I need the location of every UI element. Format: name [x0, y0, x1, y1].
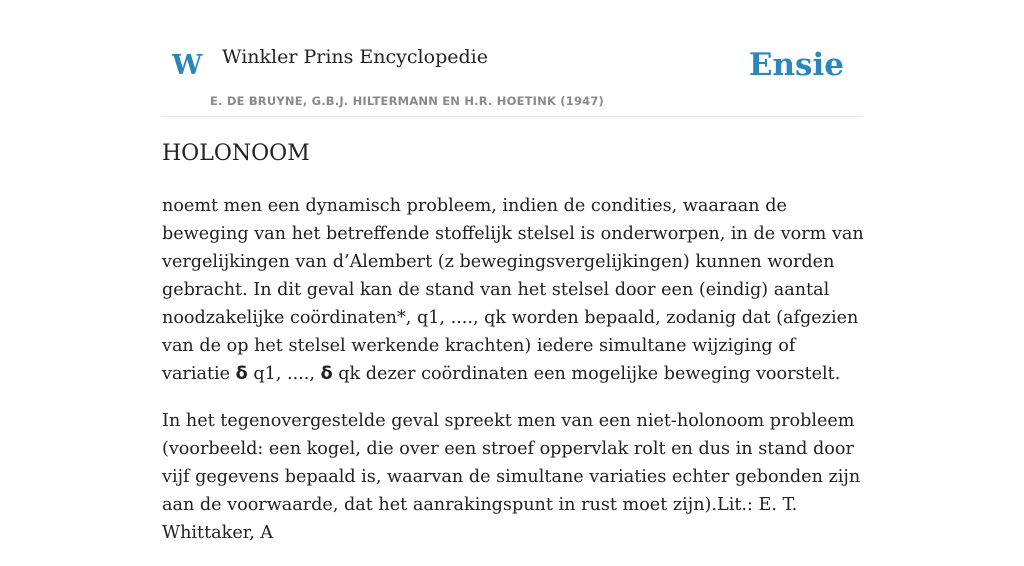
delta-symbol: δ: [320, 364, 333, 384]
article-paragraph: [162, 192, 864, 388]
brand-logo[interactable]: Ensie: [748, 47, 844, 83]
paragraph-text: q1, ....,: [247, 364, 321, 384]
site-header: [162, 0, 862, 117]
paragraph-text: noemt men een dynamisch probleem, indien de condities, waaraan de beweging van het betreffende stoffelijk stelsel is onderworpen, in de vorm van vergelijkingen van d’Alembert (z bewegingsvergelijkingen) kunnen worden gebracht. In dit geval kan de stand van het stelsel door een (eindig) aantal noodzakelijke coördinaten*, q1, ...., qk worden bepaald, zodanig dat (afgezien van de op het stelsel werkende krachten) iedere simultane wijziging of variatie: [162, 196, 864, 384]
article-body: [162, 192, 864, 566]
page-title: HOLONOOM: [162, 141, 310, 166]
authors-line: E. DE BRUYNE, G.B.J. HILTERMANN EN H.R. HOETINK (1947): [210, 94, 605, 108]
article-paragraph: In het tegenovergestelde geval spreekt men van een niet-holonoom probleem (voorbeeld: een kogel, die over een stroef oppervlak rolt en dus in stand door vijf gegevens bepaald is, waarvan de simultane variaties echter gebonden zijn aan de voorwaarde, dat het aanrakingspunt in rust moet zijn).Lit.: E. T. Whittaker, A: [162, 411, 861, 543]
paragraph-text: qk dezer coördinaten een mogelijke beweging voorstelt.: [332, 364, 841, 384]
delta-symbol: δ: [235, 364, 248, 384]
site-title[interactable]: Winkler Prins Encyclopedie: [222, 46, 488, 68]
site-logo[interactable]: W: [172, 50, 203, 81]
page-container: [162, 0, 864, 543]
